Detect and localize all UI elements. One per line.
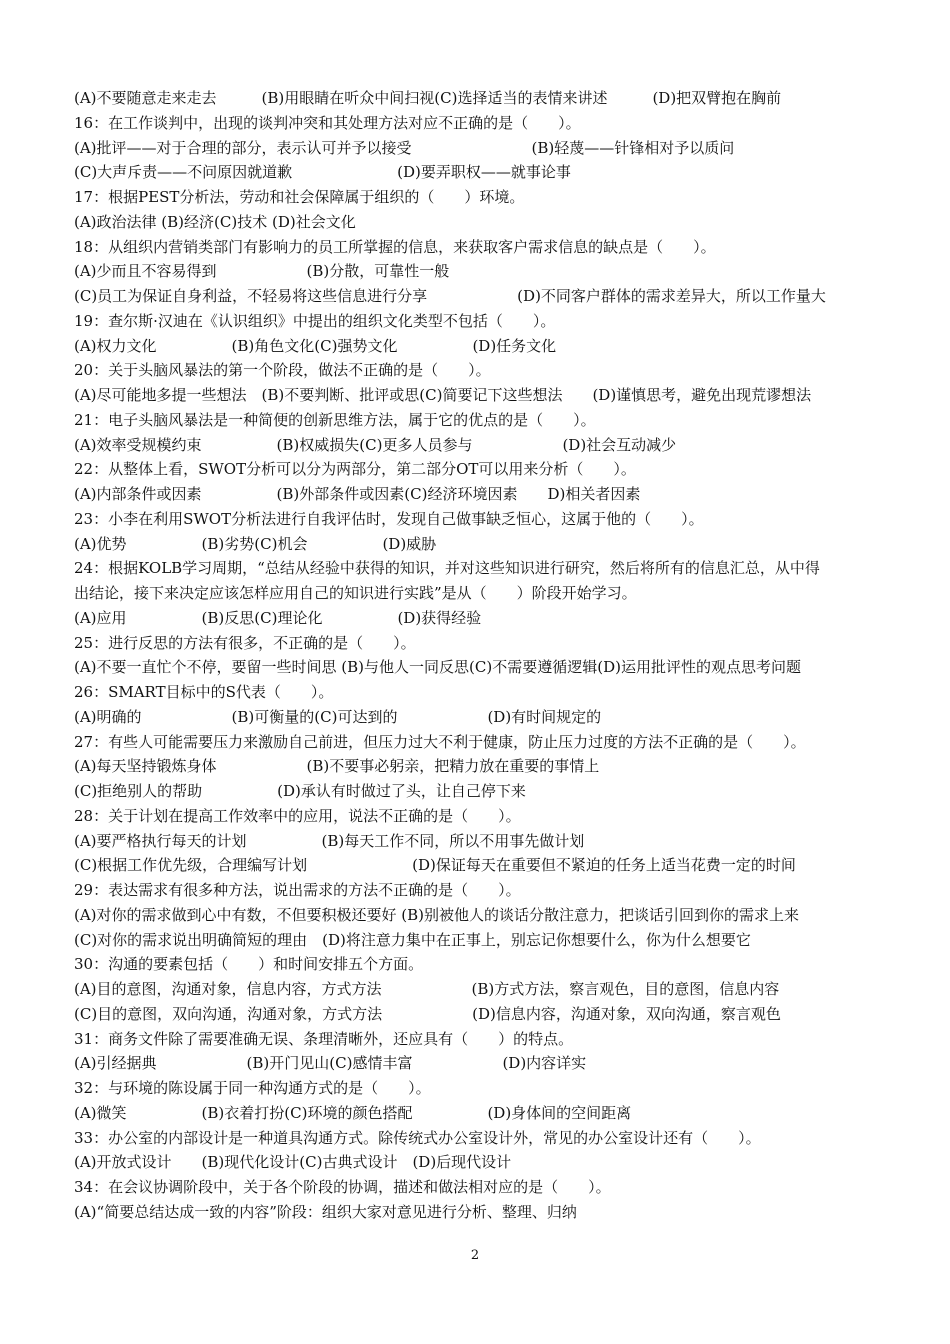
text-line: (A)批评——对于合理的部分，表示认可并予以接受 (B)轻蔑——针锋相对予以质问 <box>74 138 735 157</box>
text-line: (A)每天坚持锻炼身体 (B)不要事必躬亲，把精力放在重要的事情上 <box>74 757 600 776</box>
text-line: 20：关于头脑风暴法的第一个阶段，做法不正确的是（ ）。 <box>74 361 491 380</box>
text-line: 33：办公室的内部设计是一种道具沟通方式。除传统式办公室设计外，常见的办公室设计还有（ ）。 <box>74 1128 761 1147</box>
text-line: 23：小李在利用SWOT分析法进行自我评估时，发现自己做事缺乏恒心，这属于他的（ ）。 <box>74 509 704 528</box>
text-line: (A)权力文化 (B)角色文化(C)强势文化 (D)任务文化 <box>74 336 557 355</box>
text-line: (C)员工为保证自身利益，不轻易将这些信息进行分享 (D)不同客户群体的需求差异大，所以工作量大 <box>74 287 826 305</box>
text-line: (A)要严格执行每天的计划 (B)每天工作不同，所以不用事先做计划 <box>74 831 585 850</box>
text-line: (A)优势 (B)劣势(C)机会 (D)威胁 <box>74 534 437 553</box>
text-line: (A)尽可能地多提一些想法 (B)不要判断、批评或思(C)简要记下这些想法 (D)谨慎思考，避免出现荒谬想法 <box>74 386 812 404</box>
text-line: (A)目的意图，沟通对象，信息内容，方式方法 (B)方式方法，察言观色，目的意图，信息内容 <box>74 980 780 998</box>
text-line: (A)政治法律 (B)经济(C)技术 (D)社会文化 <box>74 212 356 231</box>
text-line: (A)不要一直忙个不停，要留一些时间思 (B)与他人一同反思(C)不需要遵循逻辑(D)运用批评性的观点思考问题 <box>74 658 801 677</box>
text-line: (C)根据工作优先级，合理编写计划 (D)保证每天在重要但不紧迫的任务上适当花费一定的时间 <box>74 856 796 875</box>
text-line: 19：查尔斯·汉迪在《认识组织》中提出的组织文化类型不包括（ ）。 <box>74 311 556 330</box>
text-line: (C)拒绝别人的帮助 (D)承认有时做过了头，让自己停下来 <box>74 782 526 800</box>
text-line: 29：表达需求有很多种方法，说出需求的方法不正确的是（ ）。 <box>74 881 521 899</box>
text-line: 22：从整体上看，SWOT分析可以分为两部分，第二部分OT可以用来分析（ ）。 <box>74 460 636 479</box>
text-line: 18：从组织内营销类部门有影响力的员工所掌握的信息，来获取客户需求信息的缺点是（ ）。 <box>74 237 716 256</box>
text-line: (A)效率受规模约束 (B)权威损失(C)更多人员参与 (D)社会互动减少 <box>74 435 677 454</box>
question-list <box>74 86 894 1225</box>
text-line: (A)对你的需求做到心中有数，不但要积极还要好 (B)别被他人的谈话分散注意力，把谈话引回到你的需求上来 <box>74 905 800 924</box>
text-line: 24：根据KOLB学习周期，“总结从经验中获得的知识，并对这些知识进行研究，然后将所有的信息汇总，从中得 <box>74 559 820 578</box>
text-line: (A)不要随意走来走去 (B)用眼睛在听众中间扫视(C)选择适当的表情来讲述 (D)把双臂抱在胸前 <box>74 89 782 107</box>
text-line: (A)微笑 (B)衣着打扮(C)环境的颜色搭配 (D)身体间的空间距离 <box>74 1103 632 1122</box>
text-line: 出结论，接下来决定应该怎样应用自己的知识进行实践”是从（ ）阶段开始学习。 <box>74 584 637 602</box>
text-line: 31：商务文件除了需要准确无误、条理清晰外，还应具有（ ）的特点。 <box>74 1029 574 1048</box>
text-line: 26：SMART目标中的S代表（ ）。 <box>74 683 334 701</box>
text-line: (A)少而且不容易得到 (B)分散，可靠性一般 <box>74 262 450 281</box>
text-line: (A)明确的 (B)可衡量的(C)可达到的 (D)有时间规定的 <box>74 707 602 726</box>
text-line: (C)对你的需求说出明确简短的理由 (D)将注意力集中在正事上，别忘记你想要什么，你为什么想要它 <box>74 930 751 949</box>
text-line: (A)内部条件或因素 (B)外部条件或因素(C)经济环境因素 D)相关者因素 <box>74 485 641 503</box>
text-line: 30：沟通的要素包括（ ）和时间安排五个方面。 <box>74 955 424 974</box>
text-line: (C)大声斥责——不问原因就道歉 (D)要弄职权——就事论事 <box>74 163 571 182</box>
text-line: (A)引经据典 (B)开门见山(C)感情丰富 (D)内容详实 <box>74 1054 587 1073</box>
text-line: 16：在工作谈判中，出现的谈判冲突和其处理方法对应不正确的是（ ）。 <box>74 113 581 132</box>
text-line: 27：有些人可能需要压力来激励自己前进，但压力过大不利于健康，防止压力过度的方法不正确的是（ ）。 <box>74 732 806 751</box>
text-line: 34：在会议协调阶段中，关于各个阶段的协调，描述和做法相对应的是（ ）。 <box>74 1178 611 1196</box>
text-line: 25：进行反思的方法有很多，不正确的是（ ）。 <box>74 633 416 652</box>
text-line: (C)目的意图，双向沟通，沟通对象，方式方法 (D)信息内容，沟通对象，双向沟通，察言观色 <box>74 1004 781 1023</box>
text-line: 28：关于计划在提高工作效率中的应用，说法不正确的是（ ）。 <box>74 806 521 825</box>
text-line: 21：电子头脑风暴法是一种简便的创新思维方法，属于它的优点的是（ ）。 <box>74 410 596 429</box>
text-line: 17：根据PEST分析法，劳动和社会保障属于组织的（ ）环境。 <box>74 188 525 206</box>
text-line: (A)应用 (B)反思(C)理论化 (D)获得经验 <box>74 608 482 627</box>
text-line: (A)“简要总结达成一致的内容”阶段：组织大家对意见进行分析、整理、归纳 <box>74 1202 577 1221</box>
text-line: (A)开放式设计 (B)现代化设计(C)古典式设计 (D)后现代设计 <box>74 1153 512 1172</box>
text-line: 32：与环境的陈设属于同一种沟通方式的是（ ）。 <box>74 1079 431 1097</box>
page-number: 2 <box>470 1248 480 1263</box>
